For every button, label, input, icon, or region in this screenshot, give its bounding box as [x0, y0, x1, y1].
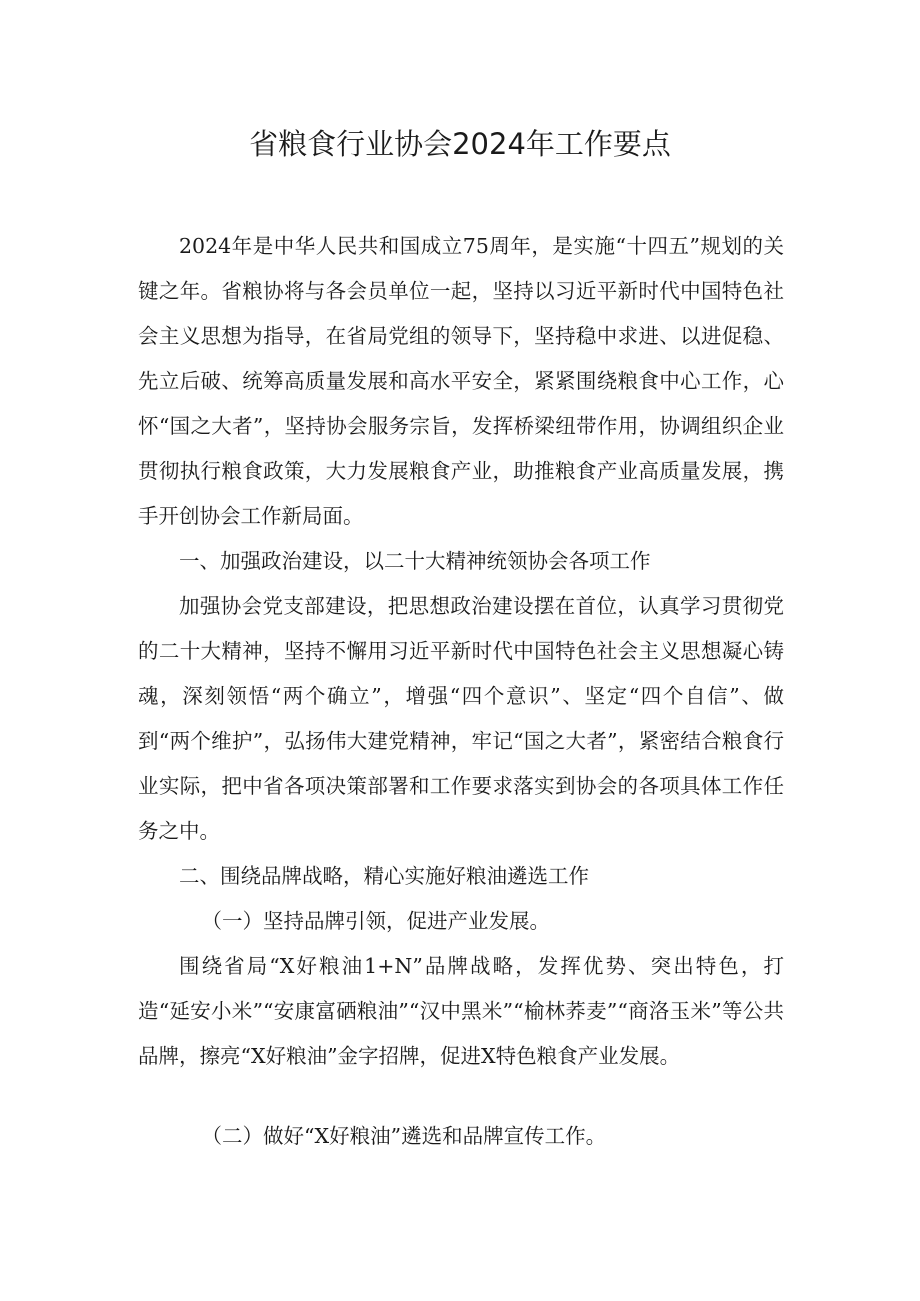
document-title: 省粮食行业协会2024年工作要点 — [249, 127, 671, 161]
section-1-paragraph: 加强协会党支部建设，把思想政治建设摆在首位，认真学习贯彻党的二十大精神，坚持不懈用习近平新时代中国特色社会主义思想凝心铸魂，深刻领悟“两个确立”，增强“四个意识”、坚定“四个自信”、做到“两个维护”，弘扬伟大建党精神，牢记“国之大者”，紧密结合粮食行业实际，把中省各项决策部署和工作要求落实到协会的各项具体工作任务之中。 — [138, 594, 784, 843]
document-body — [138, 224, 784, 1159]
section-1-heading: 一、加强政治建设，以二十大精神统领协会各项工作 — [179, 549, 651, 573]
section-2-subheading-2: （二）做好“X好粮油”遴选和品牌宣传工作。 — [201, 1124, 607, 1148]
paragraph-gap — [138, 1079, 784, 1114]
section-2-subheading-1: （一）坚持品牌引领，促进产业发展。 — [201, 909, 551, 933]
intro-paragraph: 2024年是中华人民共和国成立75周年，是实施“十四五”规划的关键之年。省粮协将与各会员单位一起，坚持以习近平新时代中国特色社会主义思想为指导，在省局党组的领导下，坚持稳中求进、以进促稳、先立后破、统筹高质量发展和高水平安全，紧紧围绕粮食中心工作，心怀“国之大者”，坚持协会服务宗旨，发挥桥梁纽带作用，协调组织企业贯彻执行粮食政策，大力发展粮食产业，助推粮食产业高质量发展，携手开创协会工作新局面。 — [138, 234, 784, 528]
section-2-heading: 二、围绕品牌战略，精心实施好粮油遴选工作 — [179, 864, 589, 888]
section-2-sub-1-paragraph: 围绕省局“X好粮油1+N”品牌战略，发挥优势、突出特色，打造“延安小米”“安康富硒粮油”“汉中黑米”“榆林荞麦”“商洛玉米”等公共品牌，擦亮“X好粮油”金字招牌，促进X特色粮食产业发展。 — [138, 954, 784, 1068]
